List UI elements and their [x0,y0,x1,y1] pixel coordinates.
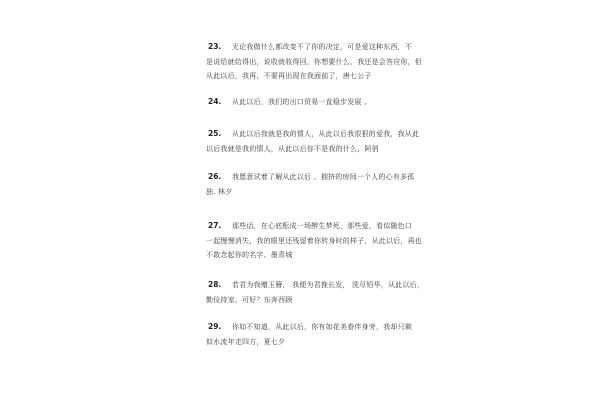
entry-text [232,95,410,110]
entry-number: 27. [208,221,222,230]
text-line: 那些话，在心底酝成一场醉生梦死，那些爱，看似随色口 [232,222,412,230]
text-line: 我愿意试着了解从此以后 、拥挤的房间一个人的心有多孤 [232,173,415,181]
entry-number: 26. [208,172,222,181]
text-line: 一起慢慢消失，我的眼里还残留着你转身时的样子，从此以后，再也 [206,236,422,245]
text-line: 你如不知道，从此以后，你有如花美眷伴身旁，我却只剩 [232,323,412,331]
text-line: 勤俭持家，可好？东奔西顾 [206,295,293,304]
text-line: 从此以后，我再，不要再出现在我面前了，唐七公子 [206,72,372,80]
entry-number: 25. [208,129,222,138]
text-line: 是说给就给得出，说收就收得回，你想要什么，我还是会答应你，但 [206,57,422,66]
text-line: 无论我做什么都改变不了你的决定，可是爱这种东西，不 [232,43,412,51]
text-line: 不敢念起你的名字、墨青城 [206,251,293,259]
text-line: 若君为我赠玉簪， 我便为君挽长发， 洗尽铅华，从此以后， [232,281,425,289]
text-line: 从此以后我就是我的情人，从此以后我很狠的爱我，我从此 [232,130,420,138]
text-line: 似水流年走四方，夏七夕 [206,337,286,346]
text-line: 从此以后，我们的出口贸易一直稳步发展 。 [232,98,372,106]
entry-number: 28. [208,280,222,289]
entry-number: 24. [208,97,222,106]
entry-number: 29. [208,322,222,331]
entry-number: 23. [208,42,222,51]
text-line: 独. 林夕 [206,187,233,196]
text-line: 以后我就是我的情人，从此以后你不是我的什么，阿俏 [206,144,379,153]
